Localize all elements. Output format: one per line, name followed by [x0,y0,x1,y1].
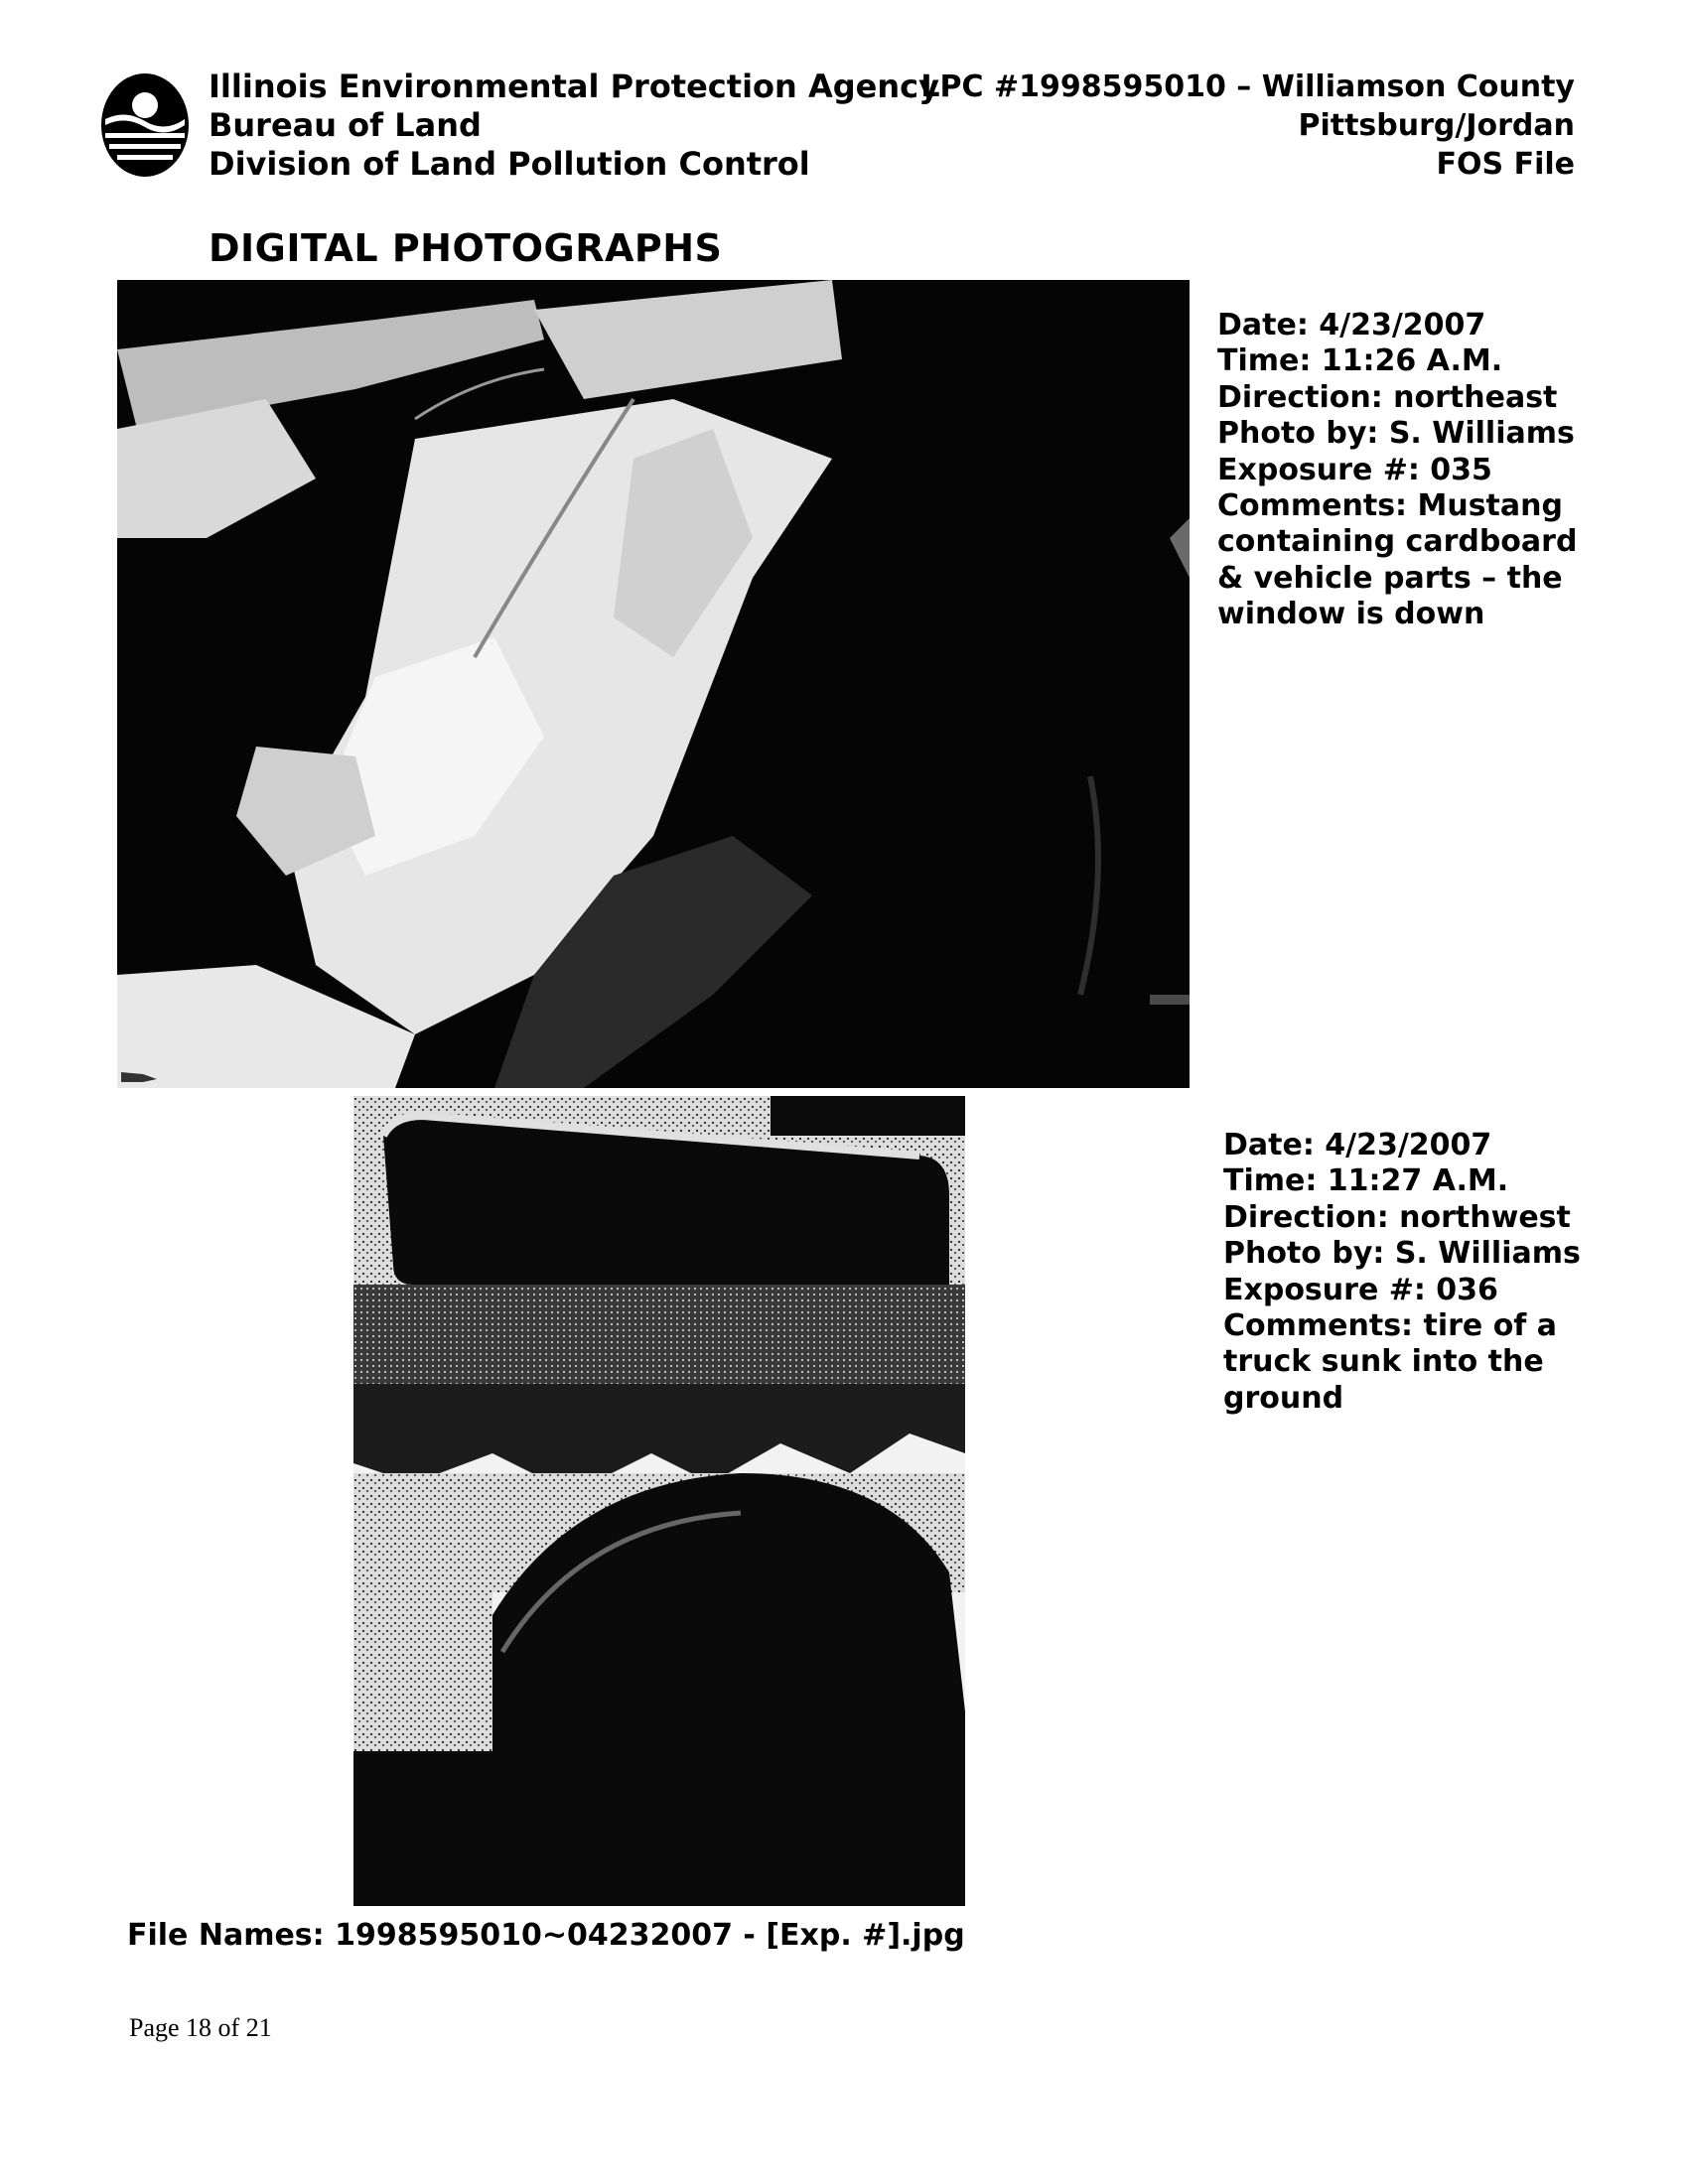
caption-direction: Direction: northwest [1223,1199,1571,1235]
bureau-name: Bureau of Land [209,106,482,144]
caption-direction: Direction: northeast [1217,379,1558,415]
caption-comments: Comments: Mustang [1217,488,1563,524]
file-type: FOS File [1436,147,1575,182]
photo-mustang-interior [117,280,1190,1088]
caption-comments-line: containing cardboard [1217,524,1578,560]
caption-time: Time: 11:27 A.M. [1223,1163,1509,1199]
photo-caption [1223,1128,1581,1417]
caption-photographer: Photo by: S. Williams [1223,1236,1581,1272]
caption-comments-line: truck sunk into the [1223,1344,1544,1380]
agency-name: Illinois Environmental Protection Agency [209,68,939,105]
caption-comments-line: ground [1223,1380,1344,1416]
agency-block [209,68,939,184]
caption-date: Date: 4/23/2007 [1217,308,1486,342]
section-title: DIGITAL PHOTOGRAPHS [209,226,723,270]
caption-comments: Comments: tire of a [1223,1308,1558,1344]
page-number: Page 18 of 21 [129,2013,272,2042]
caption-exposure: Exposure #: 036 [1223,1272,1498,1307]
division-name: Division of Land Pollution Control [209,145,810,183]
iepa-seal-icon [99,71,191,179]
site-name: Pittsburg/Jordan [1298,108,1575,143]
photo-caption [1217,308,1577,633]
caption-date: Date: 4/23/2007 [1223,1128,1492,1162]
caption-comments-line: window is down [1217,597,1485,632]
lpc-block [920,68,1575,184]
file-names: File Names: 1998595010~04232007 - [Exp. #].jpg [127,1918,965,1953]
caption-photographer: Photo by: S. Williams [1217,416,1575,452]
caption-comments-line: & vehicle parts – the [1217,560,1563,596]
photo-truck-tire [353,1096,965,1906]
caption-time: Time: 11:26 A.M. [1217,343,1503,379]
scan-artifact-icon [121,1070,157,1084]
lpc-number: LPC #1998595010 – Williamson County [920,69,1575,104]
caption-exposure: Exposure #: 035 [1217,452,1492,487]
